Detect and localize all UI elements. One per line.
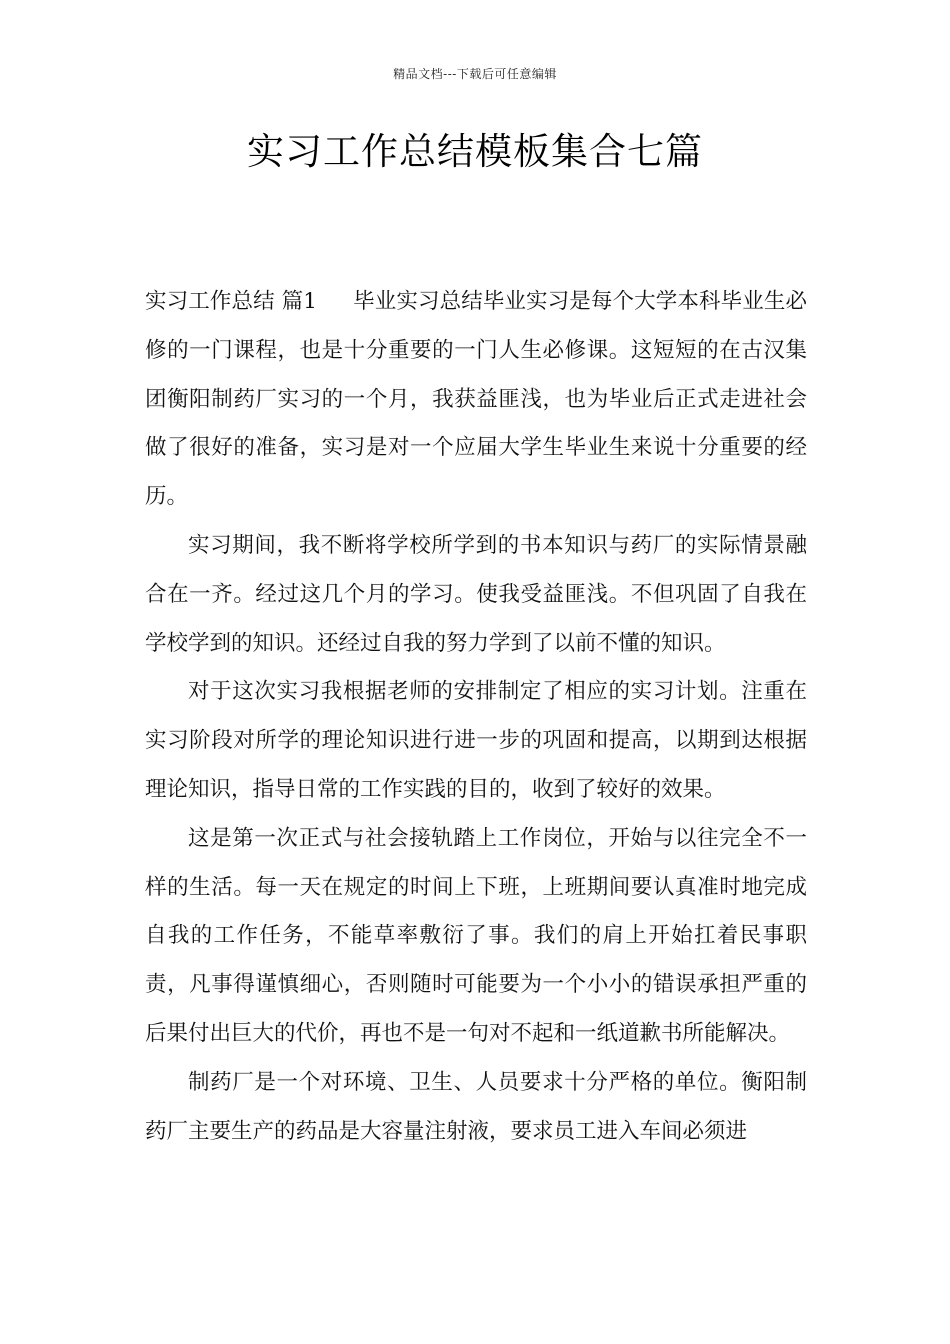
document-body <box>145 278 807 1156</box>
document-title: 实习工作总结模板集合七篇 <box>247 130 703 173</box>
section-label: 实习工作总结 篇1 <box>145 289 317 314</box>
paragraph-text: 毕业实习总结毕业实习是每个大学本科毕业生必修的一门课程，也是十分重要的一门人生必修课。这短短的在古汉集团衡阳制药厂实习的一个月，我获益匪浅，也为毕业后正式走进社会做了很好的准备，实习是对一个应届大学生毕业生来说十分重要的经历。 <box>145 289 807 510</box>
paragraph-4: 这是第一次正式与社会接轨踏上工作岗位，开始与以往完全不一样的生活。每一天在规定的时间上下班，上班期间要认真准时地完成自我的工作任务，不能草率敷衍了事。我们的肩上开始扛着民事职责，凡事得谨慎细心，否则随时可能要为一个小小的错误承担严重的后果付出巨大的代价，再也不是一句对不起和一纸道歉书所能解决。 <box>145 825 807 1046</box>
paragraph-1 <box>145 278 807 522</box>
paragraph-3: 对于这次实习我根据老师的安排制定了相应的实习计划。注重在实习阶段对所学的理论知识进行进一步的巩固和提高，以期到达根据理论知识，指导日常的工作实践的目的，收到了较好的效果。 <box>145 679 807 802</box>
header-note: 精品文档---下载后可任意编辑 <box>393 67 557 81</box>
paragraph-2: 实习期间，我不断将学校所学到的书本知识与药厂的实际情景融合在一齐。经过这几个月的学习。使我受益匪浅。不但巩固了自我在学校学到的知识。还经过自我的努力学到了以前不懂的知识。 <box>145 532 807 656</box>
paragraph-5: 制药厂是一个对环境、卫生、人员要求十分严格的单位。衡阳制药厂主要生产的药品是大容量注射液，要求员工进入车间必须进 <box>145 1069 807 1144</box>
